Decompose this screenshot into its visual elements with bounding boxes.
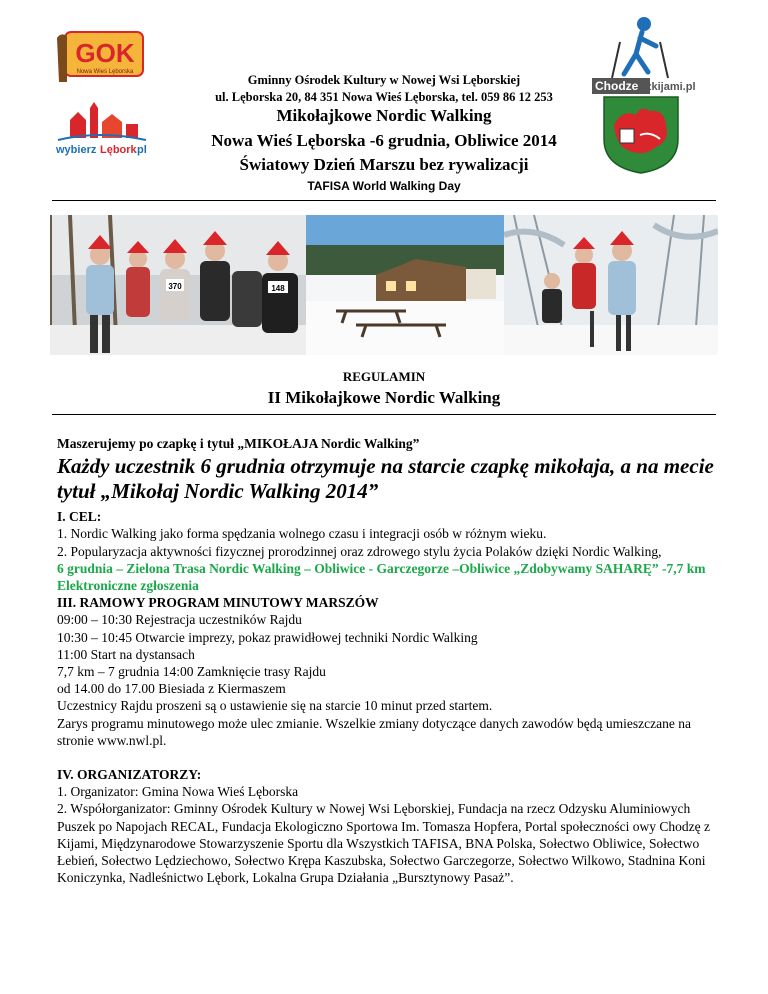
cel-item-1: 1. Nordic Walking jako forma spędzania wolnego czasu i integracji osób w różnym wieku. [57,526,547,542]
header-divider [52,200,716,201]
intro-line: Maszerujemy po czapkę i tytuł „MIKOŁAJA Nordic Walking” [57,436,420,451]
wybierz-text-c: .pl [134,144,147,156]
wybierz-text-a: wybierz [56,144,97,156]
program-line: od 14.00 do 17.00 Biesiada z Kiermaszem [57,681,286,697]
regulamin-label: REGULAMIN [342,369,426,384]
script-line: Każdy uczestnik 6 grudnia otrzymuje na starcie czapkę mikołaja, a na mecie tytuł „Mikołaj Nordic Walking 2014” [57,454,714,504]
organizer-item-2: 2. Współorganizator: Gminny Ośrodek Kultury w Nowej Wsi Lęborskiej, Fundacja na rzecz Odzysku Aluminiowych Puszek po Napojach RECAL, Fundacja Ekologiczno Sportowa Im. Tomasza Hopfera, Portal społeczności owy Chodzę z Kijami, Międzynarodowe Stowarzyszenie Sportu dla Wszystkich TAFISA, BNA Polska, Sołectwo Obliwice, Sołectwo Łebień, Sołectwo Lędziechowo, Sołectwo Krępa Kaszubska, Sołectwo Garczegorze, Sołectwo Wilkowo, Stadnina Koni Koniczynka, Nadleśnictwo Lębork, Lokalna Grupa Działania „Bursztynowy Pasaż”. [57,801,711,886]
cel-heading: I. CEL: [57,509,102,525]
cel-item-2: 2. Popularyzacja aktywności fizycznej prorodzinnej oraz zdrowego stylu życia Polaków dzięki Nordic Walking, [57,543,662,559]
program-heading: III. RAMOWY PROGRAM MINUTOWY MARSZÓW [57,595,379,611]
regulamin-title: II Mikołajkowe Nordic Walking [267,388,501,407]
program-line: Uczestnicy Rajdu proszeni są o ustawienie się na starcie 10 minut przed startem. [57,698,493,714]
organizer-item-1: 1. Organizator: Gmina Nowa Wieś Lęborska [57,784,299,800]
chodze-text-a: Chodze [595,79,639,93]
gok-logo-text: GOK [75,38,135,68]
bib-number: 370 [168,282,182,291]
program-line: 10:30 – 10:45 Otwarcie imprezy, pokaz prawidłowej techniki Nordic Walking [57,629,478,645]
org-address: ul. Lęborska 20, 84 351 Nowa Wieś Lęborska, tel. 059 86 12 253 [215,90,553,104]
route-line: 6 grudnia – Zielona Trasa Nordic Walking – Obliwice - Garczegorze –Obliwice „Zdobywamy SAHARĘ” -7,7 km Elektroniczne zgłoszenia [57,560,706,594]
event-name: Mikołajkowe Nordic Walking [276,106,492,125]
photo-snowy-cabin [306,215,504,355]
regulamin-divider [52,414,716,415]
program-line: 09:00 – 10:30 Rejestracja uczestników Rajdu [57,612,302,628]
event-day: Światowy Dzień Marszu bez rywalizacji [239,155,529,174]
event-date-place: Nowa Wieś Lęborska -6 grudnia, Obliwice 2014 [211,131,557,150]
tafisa-line: TAFISA World Walking Day [307,179,461,193]
org-name: Gminny Ośrodek Kultury w Nowej Wsi Lęborskiej [247,73,521,87]
bib-number: 148 [271,284,285,293]
photo-walkers-in-santa-hats [50,215,306,355]
organizers-heading: IV. ORGANIZATORZY: [57,767,202,783]
wybierz-text-b: Lębork [100,144,137,156]
program-line: 7,7 km – 7 grudnia 14:00 Zamknięcie trasy Rajdu [57,664,326,680]
photo-walkers-snowy-forest [504,215,718,355]
gok-logo-subtext: Nowa Wieś Lęborska [76,69,134,75]
program-line: 11:00 Start na dystansach [57,646,195,662]
body-text [57,435,717,886]
program-line: Zarys programu minutowego może ulec zmianie. Wszelkie zmiany dotyczące danych zawodów będą umieszczane na stronie www.nwl.pl. [57,715,691,748]
chodze-text-b: zkijami.pl [646,81,696,93]
